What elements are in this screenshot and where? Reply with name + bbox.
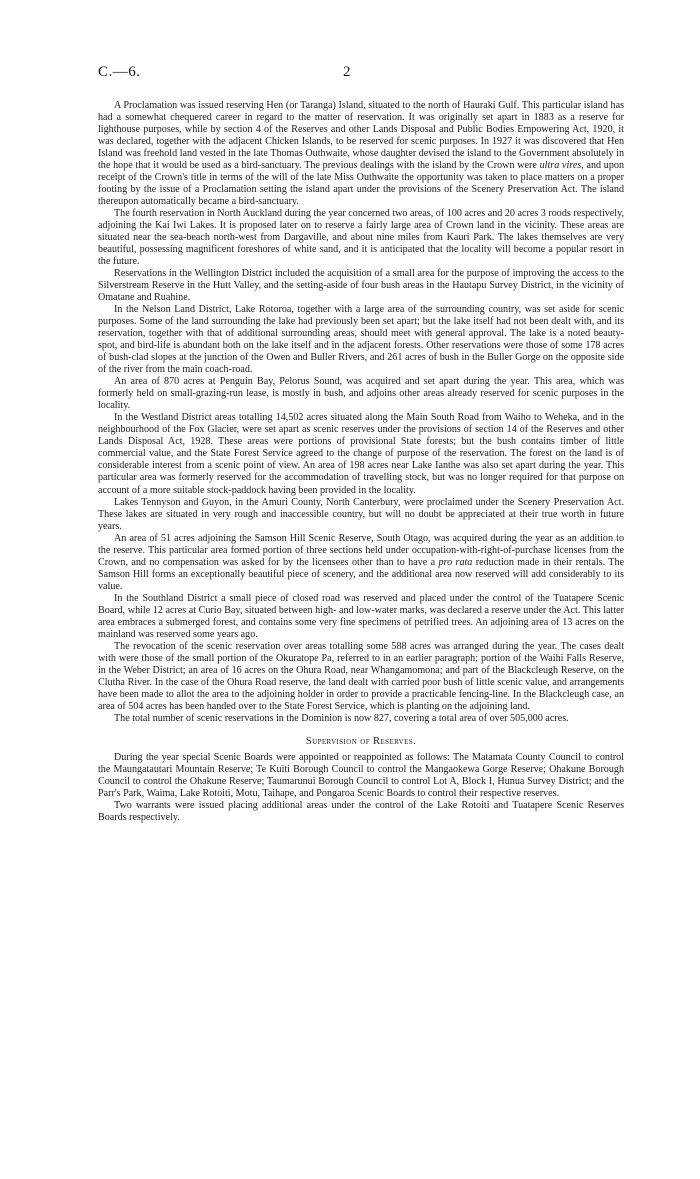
paragraph-hen-island: A Proclamation was issued reserving Hen (or Taranga) Island, situated to the north of Hauraki Gulf. This particular island has had a somewhat chequered career in regard to the matter of reservation. It was originally set apart in 1883 as a reserve for lighthouse purposes, while by section 4 of the Reserves and other Lands Disposal and Public Bodies Empowering Act, 1920, it was declared, together with the adjacent Chicken Islands, to be reserved for scenic purposes. In 1927 it was discovered that Hen Island was freehold land vested in the late Thomas Outhwaite, whose daughter devised the island to the Government absolutely in the hope that it would be used as a bird-sanctuary. The previous dealings with the island by the Crown were ultra vires, and upon receipt of the Crown's title in terms of the will of the late Miss Outhwaite the opportunity was taken to place matters on a proper footing by the issue of a Proclamation setting the island apart under the provisions of the Scenery Preservation Act. The island thereupon automatically became a bird-sanctuary. bbox=[98, 100, 624, 208]
page-number: 2 bbox=[343, 64, 351, 80]
paragraph-samson-hill: An area of 51 acres adjoining the Samson Hill Scenic Reserve, South Otago, was acquired during the year as an addition to the reserve. This particular area formed portion of three sections held under occupation-with-right-of-purchase licenses from the Crown, and no compensation was asked for by the licensees other than to have a pro rata reduction made in their rentals. The Samson Hill forms an exceptionally beautiful piece of scenery, and the additional area now reserved will add considerably to its value. bbox=[98, 532, 624, 592]
paragraph-kai-iwi-lakes: The fourth reservation in North Auckland during the year concerned two areas, of 100 acres and 20 acres 3 roods respectively, adjoining the Kai Iwi Lakes. It is proposed later on to reserve a fairly large area of Crown land in the vicinity. These areas are situated near the sea-beach north-west from Dargaville, and about nine miles from Kauri Park. The lakes themselves are very beautiful, possessing magnificent foreshores of white sand, and it is anticipated that the locality will become a popular resort in the future. bbox=[98, 208, 624, 268]
paragraph-southland: In the Southland District a small piece of closed road was reserved and placed under the control of the Tuatapere Scenic Board, while 12 acres at Curio Bay, situated between high- and low-water marks, was declared a reserve under the Act. This latter area embraces a submerged forest, and contains some very fine specimens of petrified trees. An adjoining area of 13 acres on the mainland was reserved some years ago. bbox=[98, 592, 624, 640]
document-body bbox=[98, 100, 624, 824]
paper-reference: C.—6. bbox=[98, 64, 141, 80]
paragraph-total-reservations: The total number of scenic reservations in the Dominion is now 827, covering a total area of over 505,000 acres. bbox=[114, 712, 569, 724]
section-heading: Supervision of Reserves. bbox=[305, 735, 417, 747]
paragraph-scenic-boards: During the year special Scenic Boards were appointed or reappointed as follows: The Matamata County Council to control the Maungatautari Mountain Reserve; Te Kuiti Borough Council to control the Mangaokewa Gorge Reserve; Ohakune Borough Council to control the Ohakune Reserve; Taumarunui Borough Council to control Lot A, Block I, Hunua Survey District; and the Parr's Park, Waima, Lake Rotoiti, Motu, Taihape, and Pongaroa Scenic Boards to control their respective reserves. bbox=[98, 751, 624, 799]
paragraph-lakes-tennyson-guyon: Lakes Tennyson and Guyon, in the Amuri County, North Canterbury, were proclaimed under the Scenery Preservation Act. These lakes are situated in very rough and inaccessible country, but will no doubt be appreciated at their true worth in future years. bbox=[98, 496, 624, 532]
paragraph-nelson: In the Nelson Land District, Lake Rotoroa, together with a large area of the surrounding country, was set aside for scenic purposes. Some of the land surrounding the lake had previously been set apart; but the lake itself had not been dealt with, and its reservation, together with that of additional surrounding areas, should meet with general approval. The lake is a noted beauty-spot, and bird-life is abundant both on the lake itself and in the adjacent forests. Other reservations were those of some 178 acres of bush-clad slopes at the junction of the Owen and Buller Rivers, and 261 acres of bush in the Buller Gorge on the opposite side of the river from the main coach-road. bbox=[98, 304, 624, 376]
paragraph-wellington: Reservations in the Wellington District included the acquisition of a small area for the purpose of improving the access to the Silverstream Reserve in the Hutt Valley, and the setting-aside of four bush areas in the Hautapu Survey District, in the vicinity of Omatane and Ruahine. bbox=[98, 268, 624, 304]
paragraph-revocation: The revocation of the scenic reservation over areas totalling some 588 acres was arranged during the year. The cases dealt with were those of the small portion of the Okuratope Pa, referred to in an earlier paragraph; portion of the Waihi Falls Reserve, in the Weber District; an area of 16 acres on the Ohura Road, near Whangamomona; and part of the Blackcleugh Reserve, on the Clutha River. In the case of the Ohura Road reserve, the land dealt with carried poor bush of little scenic value, and arrangements have been made to allot the area to the adjoining holder in order to provide a practicable fencing-line. In the Blackcleugh case, an area of 504 acres has been handed over to the State Forest Service, which is planting on the adjoining land. bbox=[98, 640, 624, 712]
paragraph-penguin-bay: An area of 870 acres at Penguin Bay, Pelorus Sound, was acquired and set apart during the year. This area, which was formerly held on small-grazing-run lease, is mostly in bush, and adjoins other areas already reserved for scenic purposes in the locality. bbox=[98, 376, 624, 412]
paragraph-warrants: Two warrants were issued placing additional areas under the control of the Lake Rotoiti and Tuatapere Scenic Reserves Boards respectively. bbox=[98, 799, 624, 823]
paragraph-westland: In the Westland District areas totalling 14,502 acres situated along the Main South Road from Waiho to Weheka, and in the neighbourhood of the Fox Glacier, were set apart as scenic reserves under the provisions of section 14 of the Reserves and other Lands Disposal Act, 1928. These areas were portions of provisional State forests; but the bush contains timber of little commercial value, and the State Forest Service agreed to the change of purpose of the reservation. The forest on the land is of considerable interest from a scenic point of view. An area of 198 acres near Lake Ianthe was also set apart during the year. This particular area was formerly reserved for the accommodation of travelling stock, but was no longer required for that purpose on account of a more suitable stock-paddock having been provided in the locality. bbox=[98, 412, 624, 496]
